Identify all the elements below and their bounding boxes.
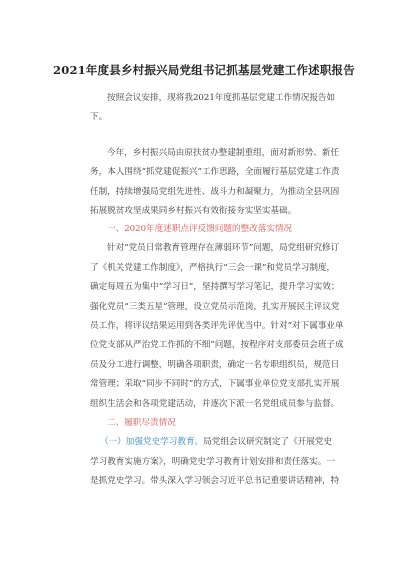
text-line: 下。: [90, 112, 108, 123]
text-line: 针对“党员日常教育管理存在薄弱环节”问题，局党组研究修订: [107, 243, 340, 254]
text-line: 位党支部从严治党工作抓的不细”问题，按程序对支部委员会班子成: [90, 340, 344, 351]
text-line: [90, 433, 348, 452]
text-line: 员工作，将评议结果运用到各类评先评优当中。针对“对下属事业单: [90, 321, 344, 332]
text-line: 了《机关党建工作制度》，严格执行“三会一课”和党员学习制度，: [90, 262, 336, 273]
document-body: [90, 89, 348, 128]
text-line: 强化党员“三类五星”管理，设立党员示范岗，扎实开展民主评议党: [90, 301, 340, 312]
text-line: 务，本人围绕“抓党建促振兴”工作思路，全面履行基层党建工作责: [90, 167, 340, 178]
intro-paragraph: [90, 89, 348, 128]
text-run: 局党组会议研究制定了《开展党史: [203, 437, 333, 448]
text-line: 拓展脱贫攻坚成果同乡村振兴有效衔接夯实坚实基础。: [90, 206, 297, 217]
text-line: 学习教育实施方案》，明确党史学习教育计划安排和责任落实。一: [90, 456, 335, 467]
text-line: 今年，乡村振兴局由原扶贫办整建制重组，面对新形势、新任: [107, 148, 340, 158]
text-line: 员及分工进行调整，明确各项职责，确定一名专职组织员，规范日: [90, 359, 340, 370]
section-heading: 二、履职尽责情况: [107, 418, 176, 429]
text-line: 组织生活会和各项党建活动，并逐次下派一名党组成员参与监督。: [90, 398, 340, 409]
text-line: 任制，持续增强局党组先进性、战斗力和凝聚力，为推动全县巩固: [90, 186, 340, 197]
document-body: [90, 144, 348, 222]
text-line: 按照会议安排，现将我2021年度抓基层党建工作情况报告如: [107, 93, 336, 103]
text-line: 是抓党史学习。带头深入学习领会习近平总书记重要讲话精神，特: [90, 476, 340, 487]
paragraph: [90, 433, 348, 491]
text-line: 常管理；采取“同步不同时”的方式，下属事业单位党支部扎实开展: [90, 379, 340, 390]
paragraph: [90, 239, 348, 414]
text-line: 确定每周五为集中“学习日”，坚持撰写学习笔记，提升学习实效；: [90, 282, 340, 293]
sub-heading: （一）加强党史学习教育。: [100, 437, 204, 448]
document-body: [90, 220, 348, 492]
section-heading: 一、2020年度述职点评反馈问题的整改落实情况: [107, 224, 293, 234]
paragraph: [90, 144, 348, 222]
document-title: 2021年度县乡村振兴局党组书记抓基层党建工作述职报告: [53, 63, 355, 77]
